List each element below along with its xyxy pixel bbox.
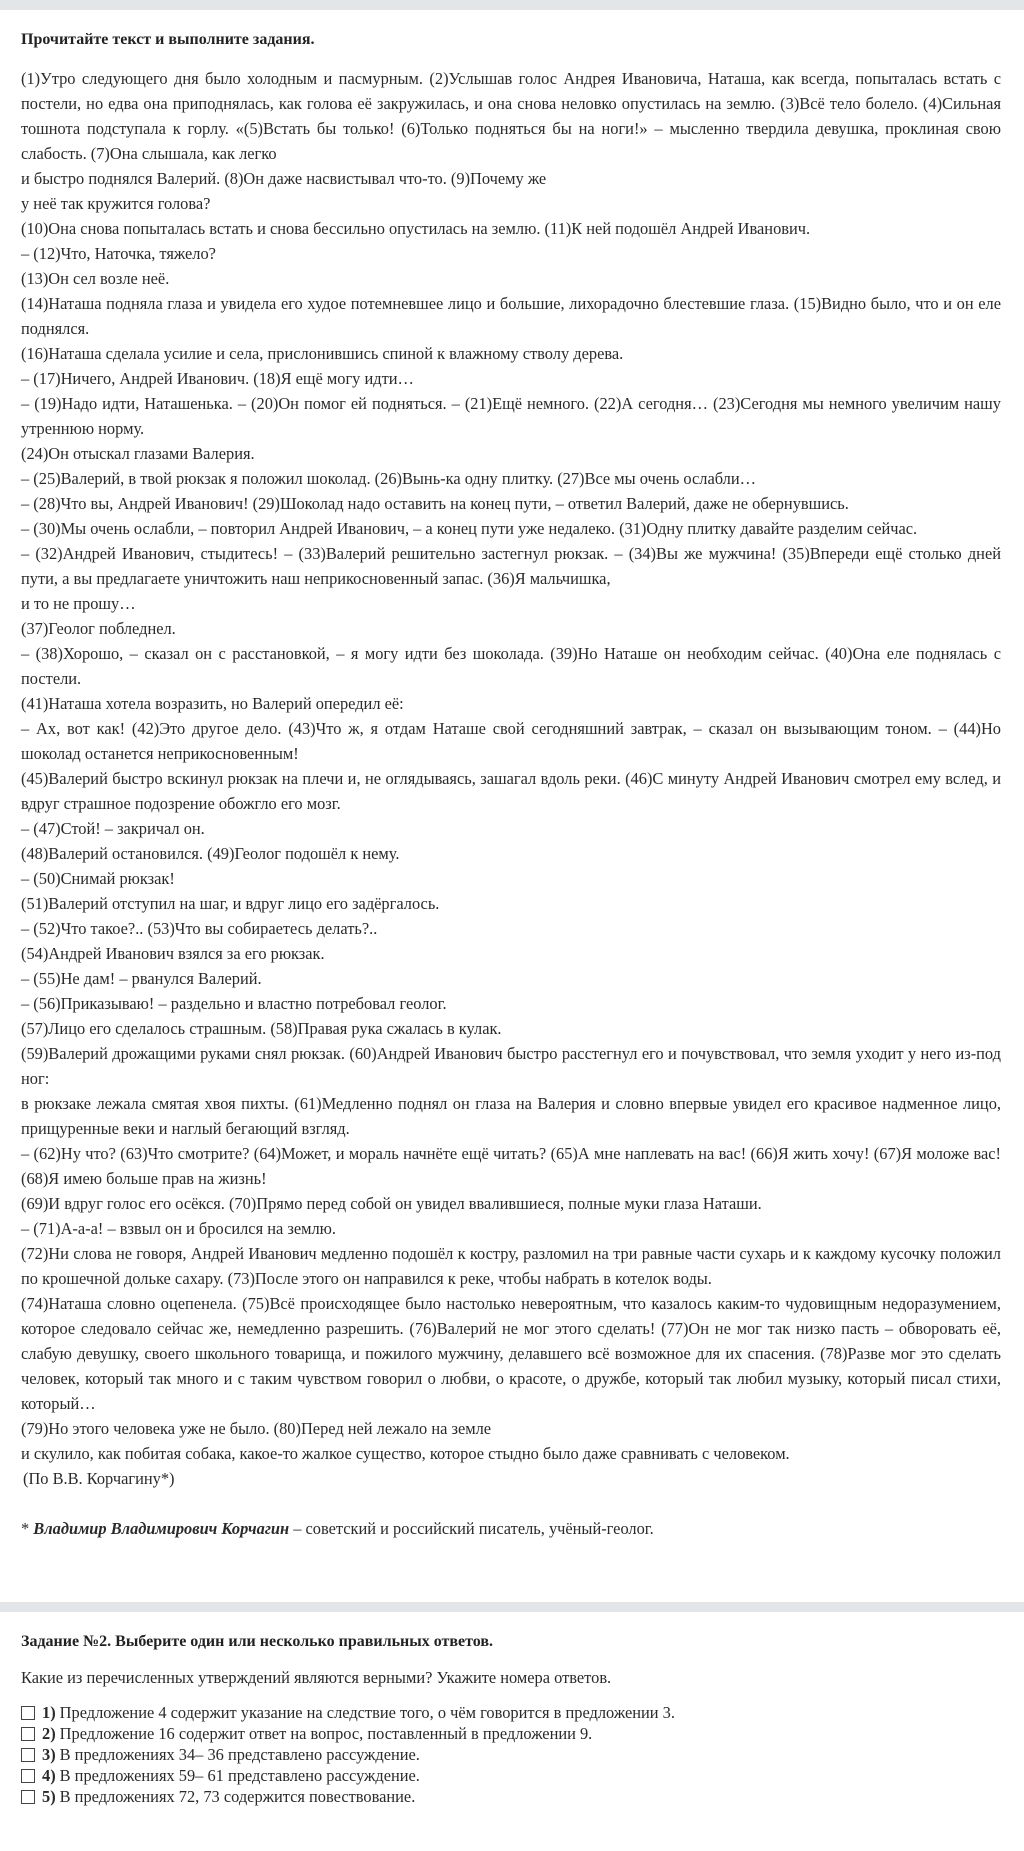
- text-paragraph: и быстро поднялся Валерий. (8)Он даже насвистывал что-то. (9)Почему же: [21, 169, 547, 188]
- text-paragraph: – (62)Ну что? (63)Что смотрите? (64)Может, и мораль начнёте ещё читать? (65)А мне наплевать на вас! (66)Я жить хочу! (67)Я моложе вас! (68)Я имею больше прав на жизнь!: [21, 1144, 1001, 1188]
- reading-heading: Прочитайте текст и выполните задания.: [21, 31, 315, 48]
- answer-text: В предложениях 72, 73 содержится повествование.: [59, 1787, 416, 1806]
- task-section: [21, 1626, 1001, 1807]
- text-paragraph: – (28)Что вы, Андрей Иванович! (29)Шоколад надо оставить на конец пути, – ответил Валерий, даже не обернувшись.: [21, 494, 849, 513]
- author-footnote: [21, 1516, 1001, 1541]
- text-paragraph: в рюкзаке лежала смятая хвоя пихты. (61)Медленно поднял он глаза на Валерия и словно впервые увидел его красивое надменное лицо, прищуренные веки и наглый бегающий взгляд.: [21, 1094, 1001, 1138]
- text-paragraph: и то не прошу…: [21, 594, 136, 613]
- answer-number: 5): [42, 1787, 56, 1806]
- text-paragraph: – (25)Валерий, в твой рюкзак я положил шоколад. (26)Вынь-ка одну плитку. (27)Все мы очень ослабли…: [21, 469, 757, 488]
- answer-number: 3): [42, 1745, 56, 1764]
- footnote-author-name: Владимир Владимирович Корчагин: [33, 1519, 290, 1538]
- text-paragraph: (69)И вдруг голос его осёкся. (70)Прямо перед собой он увидел ввалившиеся, полные муки глаза Наташи.: [21, 1194, 762, 1213]
- text-paragraph: (57)Лицо его сделалось страшным. (58)Правая рука сжалась в кулак.: [21, 1019, 502, 1038]
- answer-text: Предложение 16 содержит ответ на вопрос, поставленный в предложении 9.: [59, 1724, 593, 1743]
- text-paragraph: (37)Геолог побледнел.: [21, 619, 176, 638]
- section-divider: [0, 1602, 1024, 1612]
- answer-option[interactable]: [21, 1786, 1001, 1807]
- author-attribution: (По В.В. Корчагину*): [23, 1469, 175, 1488]
- text-paragraph: (45)Валерий быстро вскинул рюкзак на плечи и, не оглядываясь, зашагал вдоль реки. (46)С минуту Андрей Иванович смотрел ему вслед, и вдруг страшное подозрение обожгло его мозг.: [21, 769, 1001, 813]
- task-heading: Задание №2. Выберите один или несколько правильных ответов.: [21, 1633, 494, 1650]
- text-paragraph: – (50)Снимай рюкзак!: [21, 869, 175, 888]
- text-paragraph: (51)Валерий отступил на шаг, и вдруг лицо его задёргалось.: [21, 894, 440, 913]
- text-paragraph: (24)Он отыскал глазами Валерия.: [21, 444, 255, 463]
- text-paragraph: – Ах, вот как! (42)Это другое дело. (43)Что ж, я отдам Наташе свой сегодняшний завтрак, – сказал он вызывающим тоном. – (44)Но шоколад останется неприкосновенным!: [21, 719, 1001, 763]
- answer-checkbox[interactable]: [21, 1706, 35, 1720]
- text-paragraph: – (71)А-а-а! – взвыл он и бросился на землю.: [21, 1219, 336, 1238]
- text-paragraph: (41)Наташа хотела возразить, но Валерий опередил её:: [21, 694, 404, 713]
- text-paragraph: (74)Наташа словно оцепенела. (75)Всё происходящее было настолько невероятным, что казалось каким-то чудовищным недоразумением, которое следовало сейчас же, немедленно разрешить. (76)Валерий не мог этого сделать! (77)Он не мог так низко пасть – обворовать её, слабую девушку, своего школьного товарища, и пожилого мужчину, делавшего всё возможное для их спасения. (78)Разве мог это сделать человек, который так много и с таким чувством говорил о любви, о красоте, о дружбе, который так любил музыку, который писал стихи, который…: [21, 1294, 1001, 1413]
- answer-option[interactable]: [21, 1723, 1001, 1744]
- text-paragraph: – (52)Что такое?.. (53)Что вы собираетесь делать?..: [21, 919, 378, 938]
- text-paragraph: (13)Он сел возле неё.: [21, 269, 170, 288]
- text-paragraph: – (56)Приказываю! – раздельно и властно потребовал геолог.: [21, 994, 447, 1013]
- answer-option[interactable]: [21, 1744, 1001, 1765]
- answer-text: В предложениях 59– 61 представлено рассуждение.: [59, 1766, 420, 1785]
- answer-checkbox[interactable]: [21, 1769, 35, 1783]
- answer-text: Предложение 4 содержит указание на следствие того, о чём говорится в предложении 3.: [59, 1703, 675, 1722]
- reading-section: [21, 22, 1001, 1541]
- text-paragraph: (10)Она снова попыталась встать и снова бессильно опустилась на землю. (11)К ней подошёл Андрей Иванович.: [21, 219, 811, 238]
- footnote-description: – советский и российский писатель, учёный-геолог.: [289, 1519, 654, 1538]
- text-paragraph: (1)Утро следующего дня было холодным и пасмурным. (2)Услышав голос Андрея Ивановича, Наташа, как всегда, попыталась встать с постели, но едва она приподнялась, как голова её закружилась, и она снова неловко опустилась на землю. (3)Всё тело болело. (4)Сильная тошнота подступала к горлу. «(5)Встать бы только! (6)Только подняться бы на ноги!» – мысленно твердила девушка, проклиная свою слабость. (7)Она слышала, как легко: [21, 69, 1001, 163]
- text-paragraph: – (47)Стой! – закричал он.: [21, 819, 205, 838]
- answer-option[interactable]: [21, 1702, 1001, 1723]
- text-paragraph: – (30)Мы очень ослабли, – повторил Андрей Иванович, – а конец пути уже недалеко. (31)Одну плитку давайте разделим сейчас.: [21, 519, 918, 538]
- text-paragraph: – (38)Хорошо, – сказал он с расстановкой, – я могу идти без шоколада. (39)Но Наташе он необходим сейчас. (40)Она еле поднялась с постели.: [21, 644, 1001, 688]
- top-divider: [0, 0, 1024, 10]
- reading-text: [21, 66, 1001, 1466]
- answer-number: 4): [42, 1766, 56, 1785]
- answer-number: 2): [42, 1724, 56, 1743]
- answer-options: [21, 1702, 1001, 1807]
- text-paragraph: – (19)Надо идти, Наташенька. – (20)Он помог ей подняться. – (21)Ещё немного. (22)А сегодня… (23)Сегодня мы немного увеличим нашу утреннюю норму.: [21, 394, 1001, 438]
- answer-text: В предложениях 34– 36 представлено рассуждение.: [59, 1745, 420, 1764]
- text-paragraph: – (32)Андрей Иванович, стыдитесь! – (33)Валерий решительно застегнул рюкзак. – (34)Вы же мужчина! (35)Впереди ещё столько дней пути, а вы предлагаете уничтожить наш неприкосновенный запас. (36)Я мальчишка,: [21, 544, 1001, 588]
- text-paragraph: (59)Валерий дрожащими руками снял рюкзак. (60)Андрей Иванович быстро расстегнул его и почувствовал, что земля уходит у него из-под ног:: [21, 1044, 1001, 1088]
- footnote-marker: *: [21, 1519, 34, 1538]
- text-paragraph: (54)Андрей Иванович взялся за его рюкзак.: [21, 944, 325, 963]
- answer-checkbox[interactable]: [21, 1727, 35, 1741]
- text-paragraph: (48)Валерий остановился. (49)Геолог подошёл к нему.: [21, 844, 400, 863]
- text-paragraph: (72)Ни слова не говоря, Андрей Иванович медленно подошёл к костру, разломил на три равные части сухарь и к каждому кусочку положил по крошечной дольке сахару. (73)После этого он направился к реке, чтобы набрать в котелок воды.: [21, 1244, 1001, 1288]
- answer-checkbox[interactable]: [21, 1748, 35, 1762]
- text-paragraph: у неё так кружится голова?: [21, 194, 211, 213]
- answer-option[interactable]: [21, 1765, 1001, 1786]
- text-paragraph: (79)Но этого человека уже не было. (80)Перед ней лежало на земле: [21, 1419, 492, 1438]
- text-paragraph: (16)Наташа сделала усилие и села, прислонившись спиной к влажному стволу дерева.: [21, 344, 624, 363]
- answer-checkbox[interactable]: [21, 1790, 35, 1804]
- text-paragraph: и скулило, как побитая собака, какое-то жалкое существо, которое стыдно было даже сравнивать с человеком.: [21, 1444, 790, 1463]
- answer-number: 1): [42, 1703, 56, 1722]
- text-paragraph: (14)Наташа подняла глаза и увидела его худое потемневшее лицо и большие, лихорадочно блестевшие глаза. (15)Видно было, что и он еле поднялся.: [21, 294, 1001, 338]
- text-paragraph: – (17)Ничего, Андрей Иванович. (18)Я ещё могу идти…: [21, 369, 414, 388]
- text-paragraph: – (55)Не дам! – рванулся Валерий.: [21, 969, 262, 988]
- text-paragraph: – (12)Что, Наточка, тяжело?: [21, 244, 216, 263]
- task-question: Какие из перечисленных утверждений являются верными? Укажите номера ответов.: [21, 1668, 612, 1687]
